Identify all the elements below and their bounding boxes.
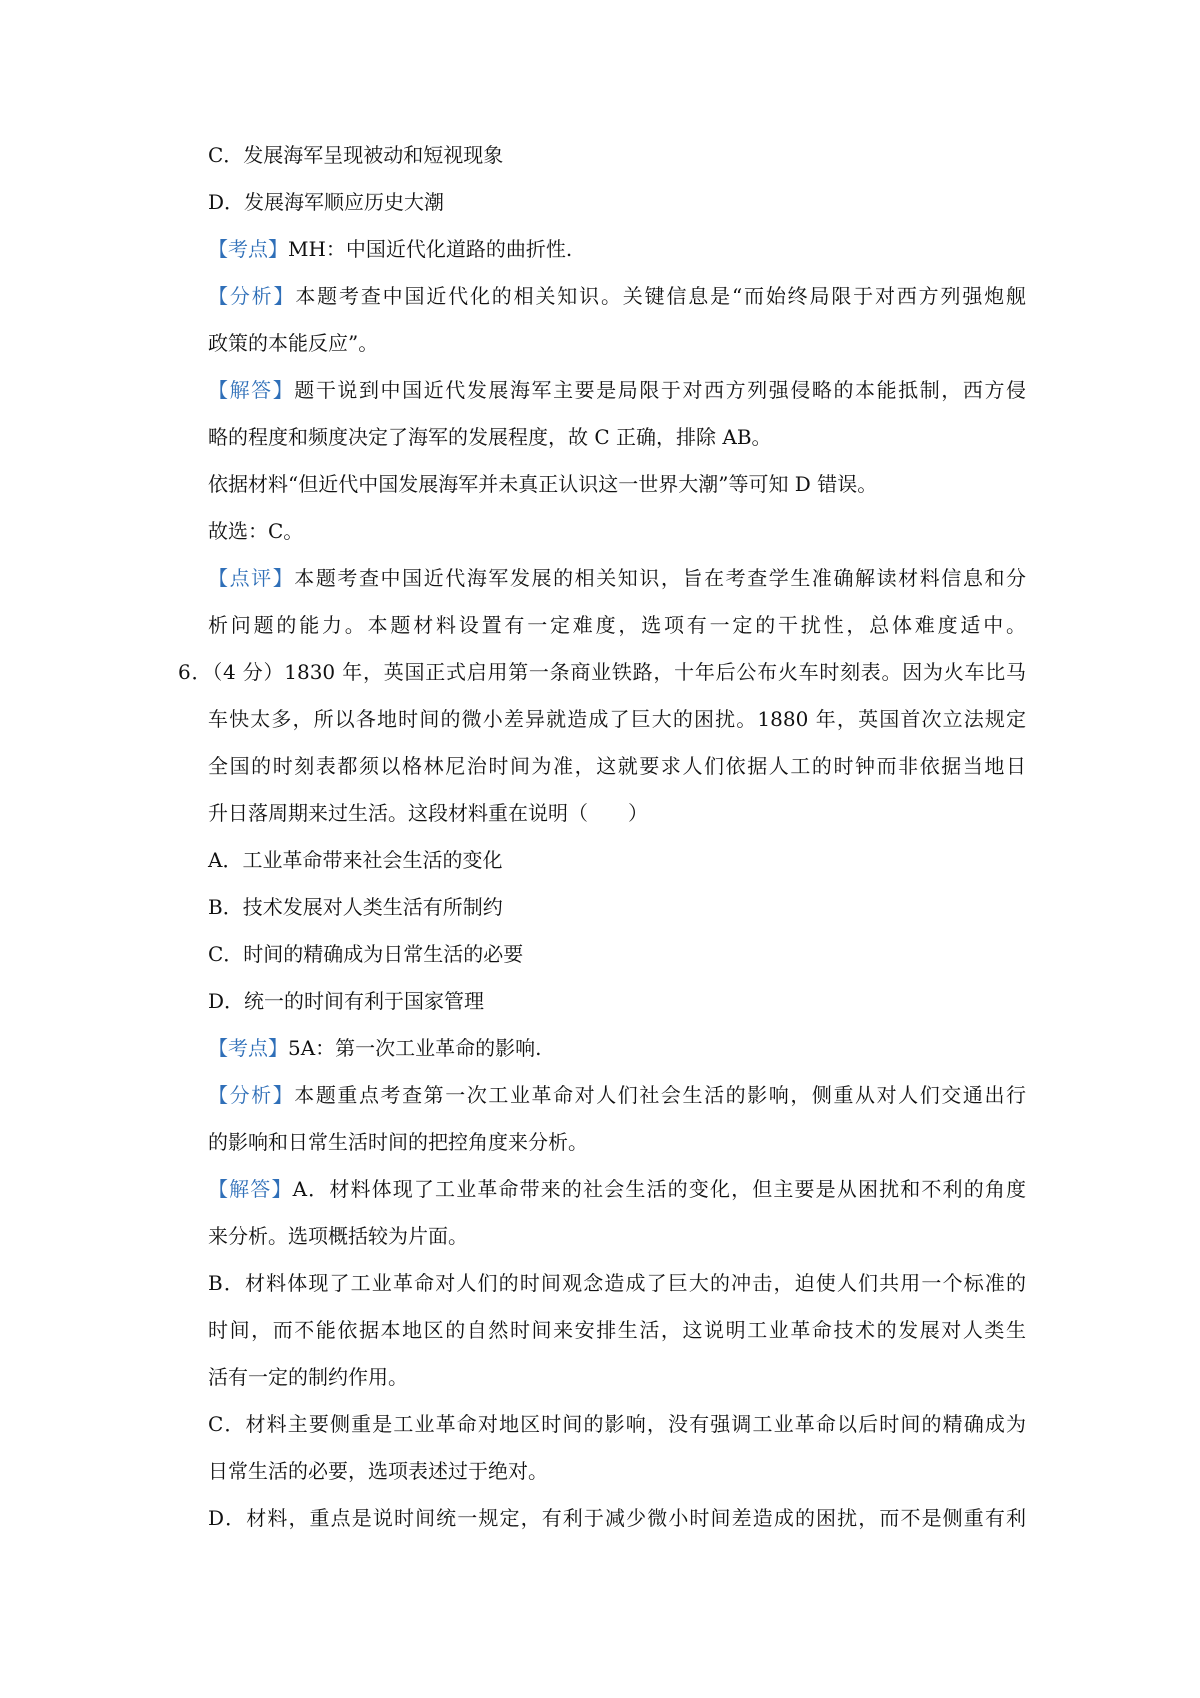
jieda-tag: 【解答】 <box>208 378 295 402</box>
q6-option-a: A．工业革命带来社会生活的变化 <box>208 848 503 872</box>
fenxi-text: 本题重点考查第一次工业革命对人们社会生活的影响，侧重从对人们交通出行 <box>294 1083 1027 1107</box>
kaodian-text: 5A：第一次工业革命的影响. <box>288 1036 542 1060</box>
q6-option-b: B．技术发展对人类生活有所制约 <box>208 895 503 919</box>
jieda-text: 题干说到中国近代发展海军主要是局限于对西方列强侵略的本能抵制，西方侵 <box>294 378 1027 402</box>
jieda-text: A．材料体现了工业革命带来的社会生活的变化，但主要是从困扰和不利的角度 <box>292 1177 1026 1201</box>
q6-d-line1: D．材料，重点是说时间统一规定，有利于减少微小时间差造成的困扰，而不是侧重有利 <box>208 1506 1026 1530</box>
q6-stem-line3: 全国的时刻表都须以格林尼治时间为准，这就要求人们依据人工的时钟而非依据当地日 <box>208 754 1026 778</box>
q6-kaodian <box>208 1033 542 1063</box>
q5-fenxi-line1 <box>208 281 1026 311</box>
q5-dianping-line1 <box>208 563 1026 593</box>
q6-fenxi-line2: 的影响和日常生活时间的把控角度来分析。 <box>208 1130 588 1154</box>
q6-b-line1: B．材料体现了工业革命对人们的时间观念造成了巨大的冲击，迫使人们共用一个标准的 <box>208 1271 1026 1295</box>
q5-jieda-line3: 依据材料“但近代中国发展海军并未真正认识这一世界大潮”等可知 D 错误。 <box>208 472 878 496</box>
q6-b-line2: 时间，而不能依据本地区的自然时间来安排生活，这说明工业革命技术的发展对人类生 <box>208 1318 1026 1342</box>
kaodian-tag: 【考点】 <box>208 1036 288 1060</box>
q6-stem-line4: 升日落周期来过生活。这段材料重在说明（ ） <box>208 801 648 825</box>
fenxi-tag: 【分析】 <box>208 284 296 308</box>
q5-dianping-line2: 析问题的能力。本题材料设置有一定难度，选项有一定的干扰性，总体难度适中。 <box>208 613 1026 637</box>
kaodian-text: MH：中国近代化道路的曲折性. <box>288 237 573 261</box>
q5-option-d: D．发展海军顺应历史大潮 <box>208 190 445 214</box>
q5-kaodian <box>208 234 572 264</box>
fenxi-text: 本题考查中国近代化的相关知识。关键信息是“而始终局限于对西方列强炮舰 <box>295 284 1026 308</box>
fenxi-tag: 【分析】 <box>208 1083 295 1107</box>
q5-jieda-line4: 故选：C。 <box>208 519 304 543</box>
q6-option-c: C．时间的精确成为日常生活的必要 <box>208 942 524 966</box>
q5-option-c: C．发展海军呈现被动和短视现象 <box>208 143 504 167</box>
q5-jieda-line2: 略的程度和频度决定了海军的发展程度，故 C 正确，排除 AB。 <box>208 425 772 449</box>
q6-fenxi-line1 <box>208 1080 1026 1110</box>
q6-stem-line1: 6．（4 分）1830 年，英国正式启用第一条商业铁路，十年后公布火车时刻表。因为火车比马 <box>178 660 1026 684</box>
q6-c-line1: C．材料主要侧重是工业革命对地区时间的影响，没有强调工业革命以后时间的精确成为 <box>208 1412 1026 1436</box>
dianping-tag: 【点评】 <box>208 566 295 590</box>
q6-b-line3: 活有一定的制约作用。 <box>208 1365 408 1389</box>
q6-option-d: D．统一的时间有利于国家管理 <box>208 989 485 1013</box>
q6-c-line2: 日常生活的必要，选项表述过于绝对。 <box>208 1459 548 1483</box>
q5-jieda-line1 <box>208 375 1026 405</box>
q6-jieda-line1 <box>208 1174 1026 1204</box>
jieda-tag: 【解答】 <box>208 1177 293 1201</box>
dianping-text: 本题考查中国近代海军发展的相关知识，旨在考查学生准确解读材料信息和分 <box>294 566 1027 590</box>
q6-stem-line2: 车快太多，所以各地时间的微小差异就造成了巨大的困扰。1880 年，英国首次立法规定 <box>208 707 1026 731</box>
q5-fenxi-line2: 政策的本能反应”。 <box>208 331 379 355</box>
kaodian-tag: 【考点】 <box>208 237 288 261</box>
q6-jieda-line2: 来分析。选项概括较为片面。 <box>208 1224 468 1248</box>
